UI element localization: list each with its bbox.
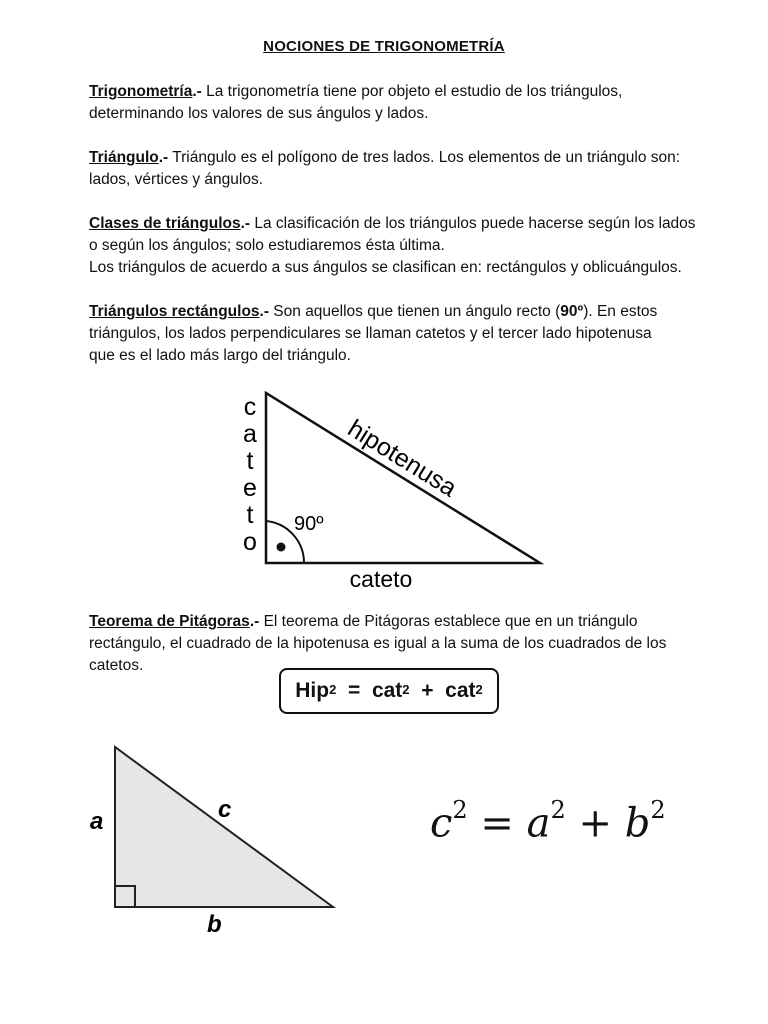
definition-text: o según los ángulos; solo estudiaremos ésta última. <box>89 237 445 254</box>
definition-text: ). En estos <box>583 303 658 320</box>
vertical-cateto-letter: c <box>243 393 257 421</box>
math-c: c <box>430 800 453 847</box>
definition-text: Triángulo es el polígono de tres lados. Los elementos de un triángulo son: <box>168 149 681 166</box>
vertical-cateto-letter: o <box>243 528 257 556</box>
term-separator: .- <box>192 83 202 100</box>
definition-text: Son aquellos que tienen un ángulo recto ( <box>269 303 561 320</box>
term-clases: Clases de triángulos <box>89 215 241 232</box>
vertical-cateto-letter: e <box>243 474 257 502</box>
math-plus: + <box>565 800 625 847</box>
math-equals: = <box>467 800 527 847</box>
side-a-label: a <box>90 808 104 835</box>
term-rectangulos: Triángulos rectángulos <box>89 303 260 320</box>
definition-text: La trigonometría tiene por objeto el estudio de los triángulos, <box>201 83 623 100</box>
formula-exponent: 2 <box>329 681 337 697</box>
term-separator: .- <box>259 303 269 320</box>
formula-exponent: 2 <box>402 681 410 697</box>
math-exponent: 2 <box>452 796 468 824</box>
pythagoras-formula-math <box>430 796 666 847</box>
shaded-triangle <box>115 747 333 907</box>
formula-exponent: 2 <box>475 681 483 697</box>
formula-equals: = <box>336 679 372 702</box>
math-a: a <box>526 800 551 847</box>
angle-label: 90º <box>294 513 324 535</box>
right-triangle-diagram <box>0 380 768 610</box>
definition-text: determinando los valores de sus ángulos y lados. <box>89 105 429 122</box>
abc-triangle-diagram <box>80 740 440 950</box>
term-separator: .- <box>240 215 251 232</box>
vertical-cateto-letter: t <box>246 447 254 475</box>
term-trigonometria: Trigonometría <box>89 83 193 100</box>
definition-text: rectángulo, el cuadrado de la hipotenusa es igual a la suma de los cuadrados de los <box>89 635 667 652</box>
definition-text: Los triángulos de acuerdo a sus ángulos se clasifican en: rectángulos y oblicuángulos. <box>89 259 682 276</box>
hypotenuse-label: hipotenusa <box>342 414 462 503</box>
section-clases <box>89 213 709 279</box>
term-pitagoras: Teorema de Pitágoras <box>89 613 250 630</box>
math-exponent: 2 <box>550 796 566 824</box>
pythagoras-formula-box <box>279 668 499 714</box>
formula-cat: cat <box>445 679 476 702</box>
term-separator: .- <box>158 149 169 166</box>
definition-text: que es el lado más largo del triángulo. <box>89 347 351 364</box>
triangle-shape <box>266 393 540 563</box>
definition-text: El teorema de Pitágoras establece que en un triángulo <box>259 613 638 630</box>
definition-text: La clasificación de los triángulos puede hacerse según los lados <box>250 215 696 232</box>
section-trigonometria <box>89 81 709 125</box>
formula-cat: cat <box>371 679 403 702</box>
formula-hip: Hip <box>295 679 330 702</box>
math-b: b <box>624 800 651 847</box>
angle-value: 90º <box>560 303 584 320</box>
right-angle-dot <box>277 543 286 552</box>
side-c-label: c <box>218 796 232 823</box>
section-triangulo <box>89 147 709 191</box>
section-rectangulos <box>89 301 709 367</box>
term-triangulo: Triángulo <box>89 149 159 166</box>
vertical-cateto-letter: a <box>243 420 257 448</box>
side-b-label: b <box>207 911 222 938</box>
definition-text: triángulos, los lados perpendiculares se llaman catetos y el tercer lado hipotenusa <box>89 325 652 342</box>
definition-text: catetos. <box>89 657 144 674</box>
definition-text: lados, vértices y ángulos. <box>89 171 264 188</box>
math-exponent: 2 <box>650 796 666 824</box>
document-title: NOCIONES DE TRIGONOMETRÍA <box>263 38 505 55</box>
base-cateto-label: cateto <box>349 566 413 592</box>
formula-plus: + <box>409 679 446 702</box>
vertical-cateto-letter: t <box>246 501 254 529</box>
term-separator: .- <box>249 613 260 630</box>
